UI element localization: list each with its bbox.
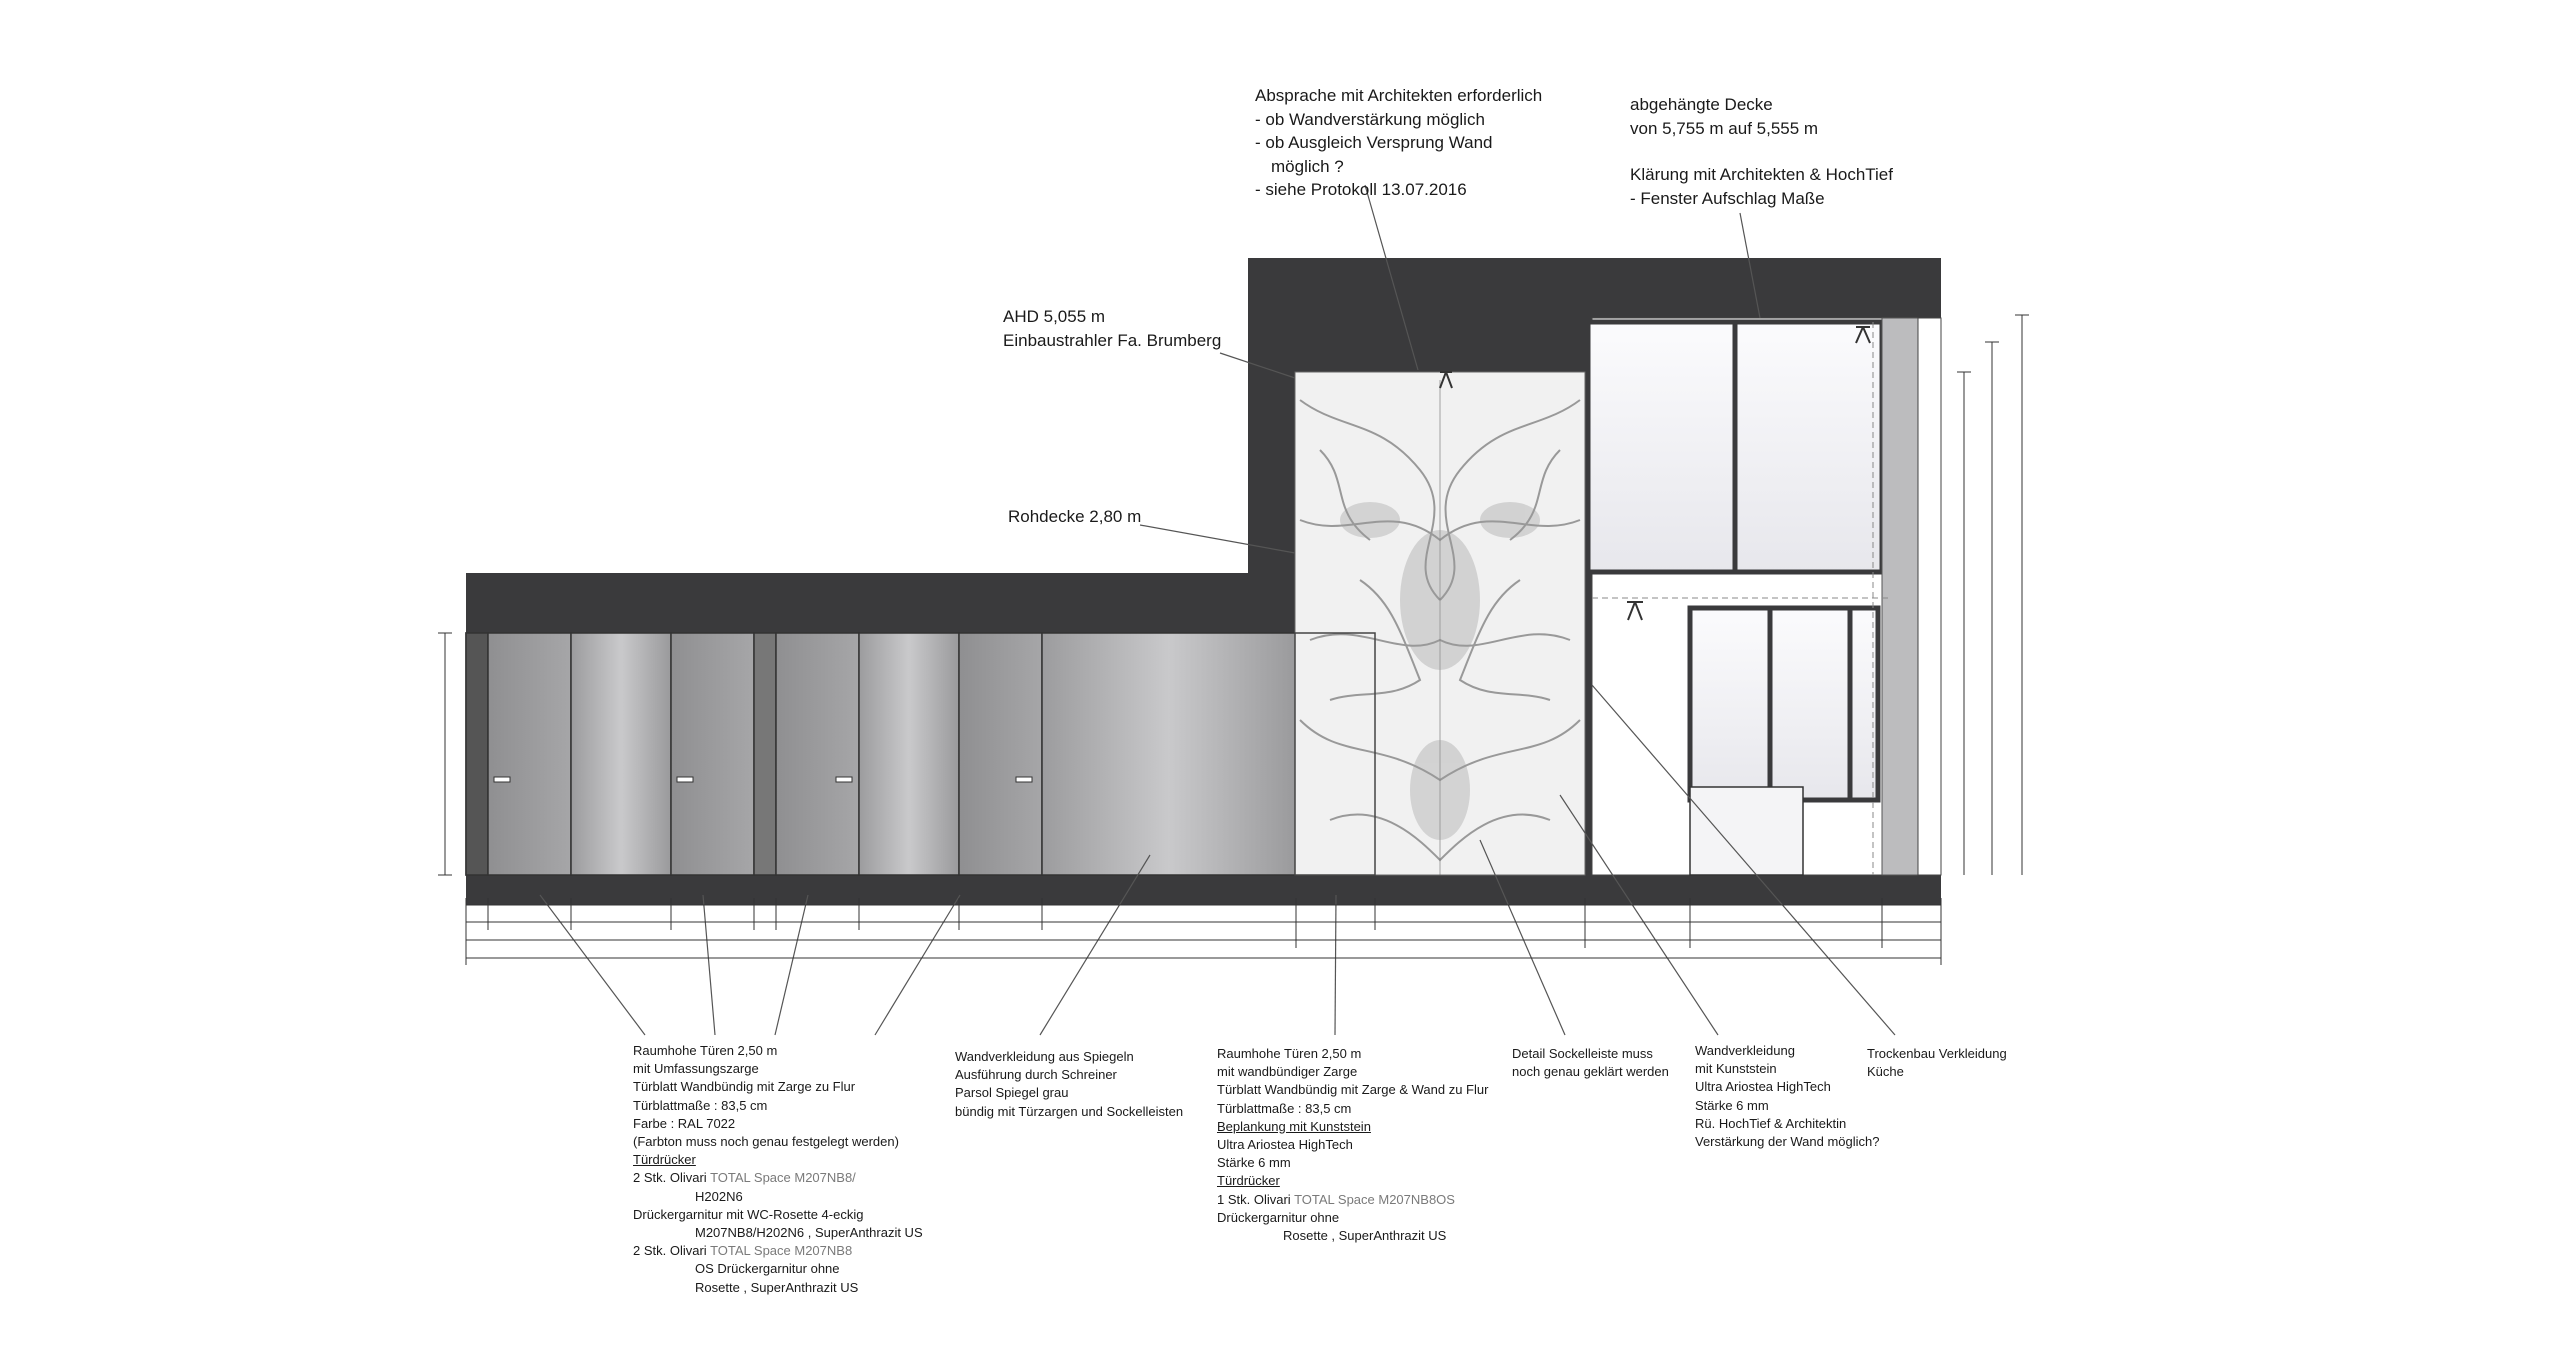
kitchen-counter	[1690, 787, 1803, 875]
note-line: mit wandbündiger Zarge	[1217, 1064, 1358, 1080]
note-line: AHD 5,055 m	[1003, 307, 1106, 326]
note-line: Wandverkleidung	[1695, 1043, 1795, 1058]
door-panel	[671, 633, 754, 875]
note-line: Raumhohe Türen 2,50 m	[633, 1043, 778, 1058]
note-line: H202N6	[695, 1188, 743, 1204]
mirror-panel	[859, 633, 959, 875]
note-line: Küche	[1867, 1064, 1904, 1080]
note-line: M207NB8/H202N6 , SuperAnthrazit US	[695, 1225, 923, 1241]
mirror-panel	[571, 633, 671, 875]
note-line: Wandverkleidung aus Spiegeln	[955, 1049, 1134, 1064]
note-line: abgehängte Decke	[1630, 95, 1773, 114]
note-line: Trockenbau Verkleidung	[1867, 1046, 2007, 1061]
note-ahd	[1003, 305, 1221, 352]
note-line: Parsol Spiegel grau	[955, 1085, 1069, 1101]
note-rohdecke	[1008, 505, 1141, 529]
note-line: Drückergarnitur ohne	[1217, 1209, 1340, 1225]
product-name: TOTAL Space M207NB8OS	[1294, 1191, 1455, 1207]
note-line: - ob Ausgleich Versprung Wand	[1255, 133, 1493, 152]
note-heading: Türdrücker	[633, 1152, 696, 1168]
note-line: Ultra Ariostea HighTech	[1695, 1079, 1831, 1095]
note-drywall	[1867, 1045, 2007, 1081]
marble-wall	[1295, 372, 1585, 875]
note-doors-left	[633, 1042, 923, 1297]
note-line: Türblattmaße : 83,5 cm	[1217, 1100, 1352, 1116]
note-line: von 5,755 m auf 5,555 m	[1630, 118, 1819, 138]
note-heading: Türdrücker	[1217, 1173, 1280, 1189]
product-name: TOTAL Space M207NB8	[710, 1243, 853, 1259]
note-line: - Fenster Aufschlag Maße	[1630, 188, 1825, 208]
note-architect	[1255, 84, 1542, 202]
note-line	[633, 1242, 923, 1260]
note-line: mit Kunststein	[1695, 1061, 1777, 1077]
note-line: bündig mit Türzargen und Sockelleisten	[955, 1103, 1184, 1119]
note-line: Rü. HochTief & Architektin	[1695, 1115, 1847, 1131]
note-line: OS Drückergarnitur ohne	[695, 1261, 840, 1277]
note-line: Klärung mit Architekten & HochTief	[1630, 165, 1893, 184]
note-heading: Beplankung mit Kunststein	[1217, 1118, 1371, 1134]
note-line: Stärke 6 mm	[1695, 1097, 1769, 1113]
note-line: Drückergarnitur mit WC-Rosette 4-eckig	[633, 1206, 864, 1222]
door-and-mirror-row	[466, 633, 1296, 875]
note-line: Detail Sockelleiste muss	[1512, 1046, 1653, 1061]
note-line: Einbaustrahler Fa. Brumberg	[1003, 330, 1222, 350]
door-panel	[488, 633, 571, 875]
door-panel	[776, 633, 859, 875]
note-line: noch genau geklärt werden	[1512, 1064, 1669, 1080]
note-line: Stärke 6 mm	[1217, 1155, 1291, 1171]
note-line: möglich ?	[1271, 156, 1344, 176]
note-line: Farbe : RAL 7022	[633, 1115, 736, 1131]
note-doors-right	[1217, 1045, 1488, 1245]
note-ceiling	[1630, 93, 1893, 210]
note-line: - siehe Protokoll 13.07.2016	[1255, 180, 1467, 199]
mirror-panel	[1042, 633, 1296, 875]
note-line: Rosette , SuperAnthrazit US	[1283, 1228, 1447, 1244]
note-line: Rohdecke 2,80 m	[1008, 507, 1142, 526]
right-wall-section	[1588, 318, 1941, 875]
product-name: TOTAL Space M207NB8/	[710, 1170, 856, 1186]
note-line: Ultra Ariostea HighTech	[1217, 1137, 1353, 1153]
note-line: mit Umfassungszarge	[633, 1061, 759, 1077]
note-mirror	[955, 1048, 1183, 1121]
door-panel	[959, 633, 1042, 875]
note-detail	[1512, 1045, 1669, 1081]
note-line	[633, 1169, 923, 1187]
note-text: 2 Stk. Olivari	[633, 1170, 707, 1186]
note-line: Türblatt Wandbündig mit Zarge & Wand zu Flur	[1217, 1082, 1489, 1098]
floor-band	[466, 875, 1941, 905]
note-line: Türblatt Wandbündig mit Zarge zu Flur	[633, 1079, 856, 1095]
note-text: 2 Stk. Olivari	[633, 1243, 707, 1259]
note-line: (Farbton muss noch genau festgelegt werden)	[633, 1134, 899, 1150]
note-line: Verstärkung der Wand möglich?	[1695, 1134, 1880, 1150]
note-line: Ausführung durch Schreiner	[955, 1067, 1117, 1083]
note-line: Türblattmaße : 83,5 cm	[633, 1097, 768, 1113]
note-line: - ob Wandverstärkung möglich	[1255, 109, 1485, 129]
note-line: Rosette , SuperAnthrazit US	[695, 1279, 859, 1295]
note-wall-stone	[1695, 1042, 1880, 1151]
note-line	[1217, 1191, 1488, 1209]
note-line: Raumhohe Türen 2,50 m	[1217, 1046, 1362, 1061]
note-line: Absprache mit Architekten erforderlich	[1255, 86, 1543, 105]
note-text: 1 Stk. Olivari	[1217, 1191, 1291, 1207]
